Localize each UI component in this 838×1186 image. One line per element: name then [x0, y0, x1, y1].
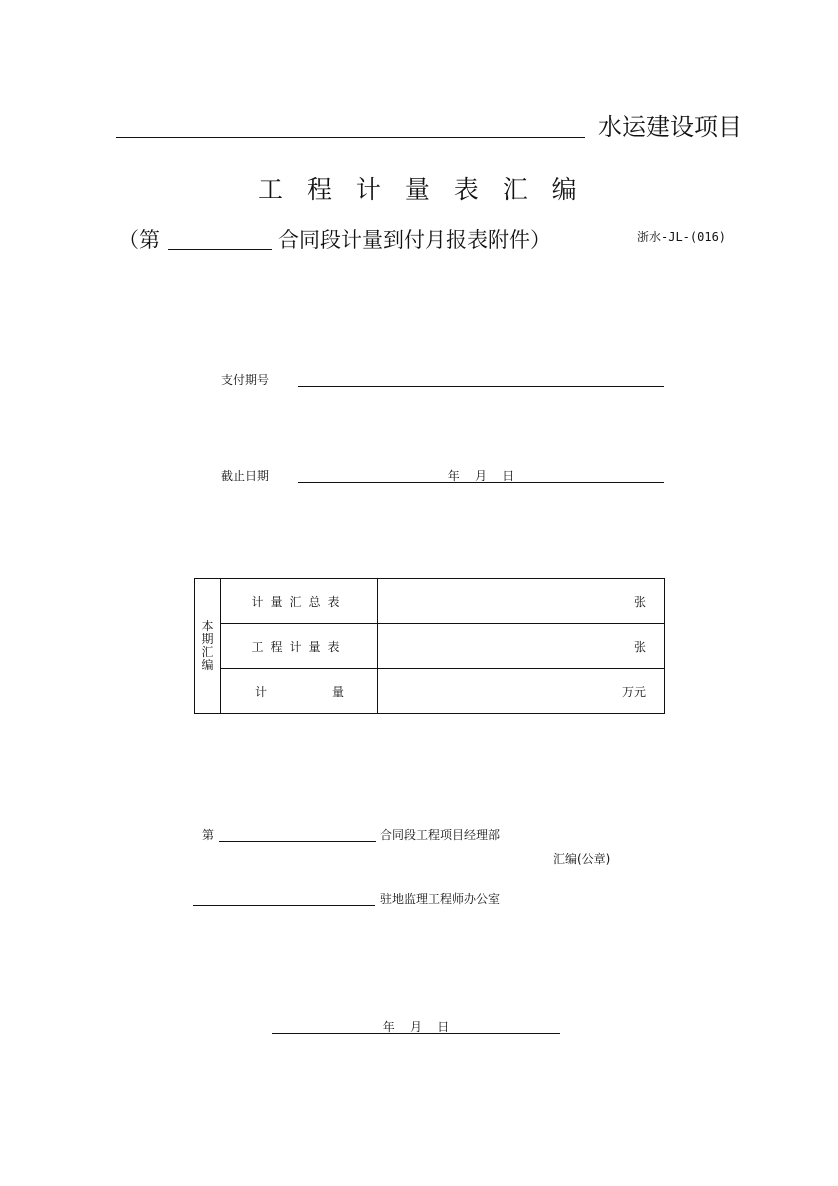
- cutoff-date-value: 年 月 日: [447, 469, 515, 483]
- row-label: 工程计量表: [221, 624, 378, 669]
- project-name-blank[interactable]: [116, 137, 585, 138]
- table-row: [195, 579, 665, 624]
- row-label: 计 量: [221, 669, 378, 714]
- row-unit[interactable]: 张: [378, 624, 665, 669]
- sign-date: 年 月 日: [382, 1020, 450, 1034]
- contract-dept: 合同段工程项目经理部: [380, 828, 501, 842]
- contract-section-blank[interactable]: [168, 249, 272, 250]
- subtitle-prefix: （第: [118, 228, 160, 252]
- table-row: [195, 669, 665, 714]
- subtitle-suffix: 合同段计量到付月报表附件）: [278, 228, 551, 252]
- page-title: 工 程 计 量 表 汇 编: [258, 175, 585, 204]
- supervisor-blank[interactable]: [193, 905, 375, 906]
- row-label: 计量汇总表: [221, 579, 378, 624]
- cutoff-date-field[interactable]: [298, 482, 664, 483]
- row-unit[interactable]: 张: [378, 579, 665, 624]
- group-label: 本期汇编: [195, 579, 221, 714]
- cutoff-date-label: 截止日期: [221, 469, 270, 483]
- payment-period-field[interactable]: [298, 386, 664, 387]
- contract-prefix: 第: [202, 828, 215, 842]
- project-suffix: 水运建设项目: [598, 113, 742, 141]
- summary-table: [194, 578, 665, 714]
- sign-date-field[interactable]: [272, 1033, 560, 1034]
- compiled-seal: 汇编(公章): [553, 852, 611, 866]
- form-code: 浙水-JL-(016): [637, 230, 727, 244]
- row-unit[interactable]: 万元: [378, 669, 665, 714]
- table-row: [195, 624, 665, 669]
- contract-number-blank[interactable]: [219, 841, 376, 842]
- supervisor-office: 驻地监理工程师办公室: [380, 892, 501, 906]
- payment-period-label: 支付期号: [221, 373, 270, 387]
